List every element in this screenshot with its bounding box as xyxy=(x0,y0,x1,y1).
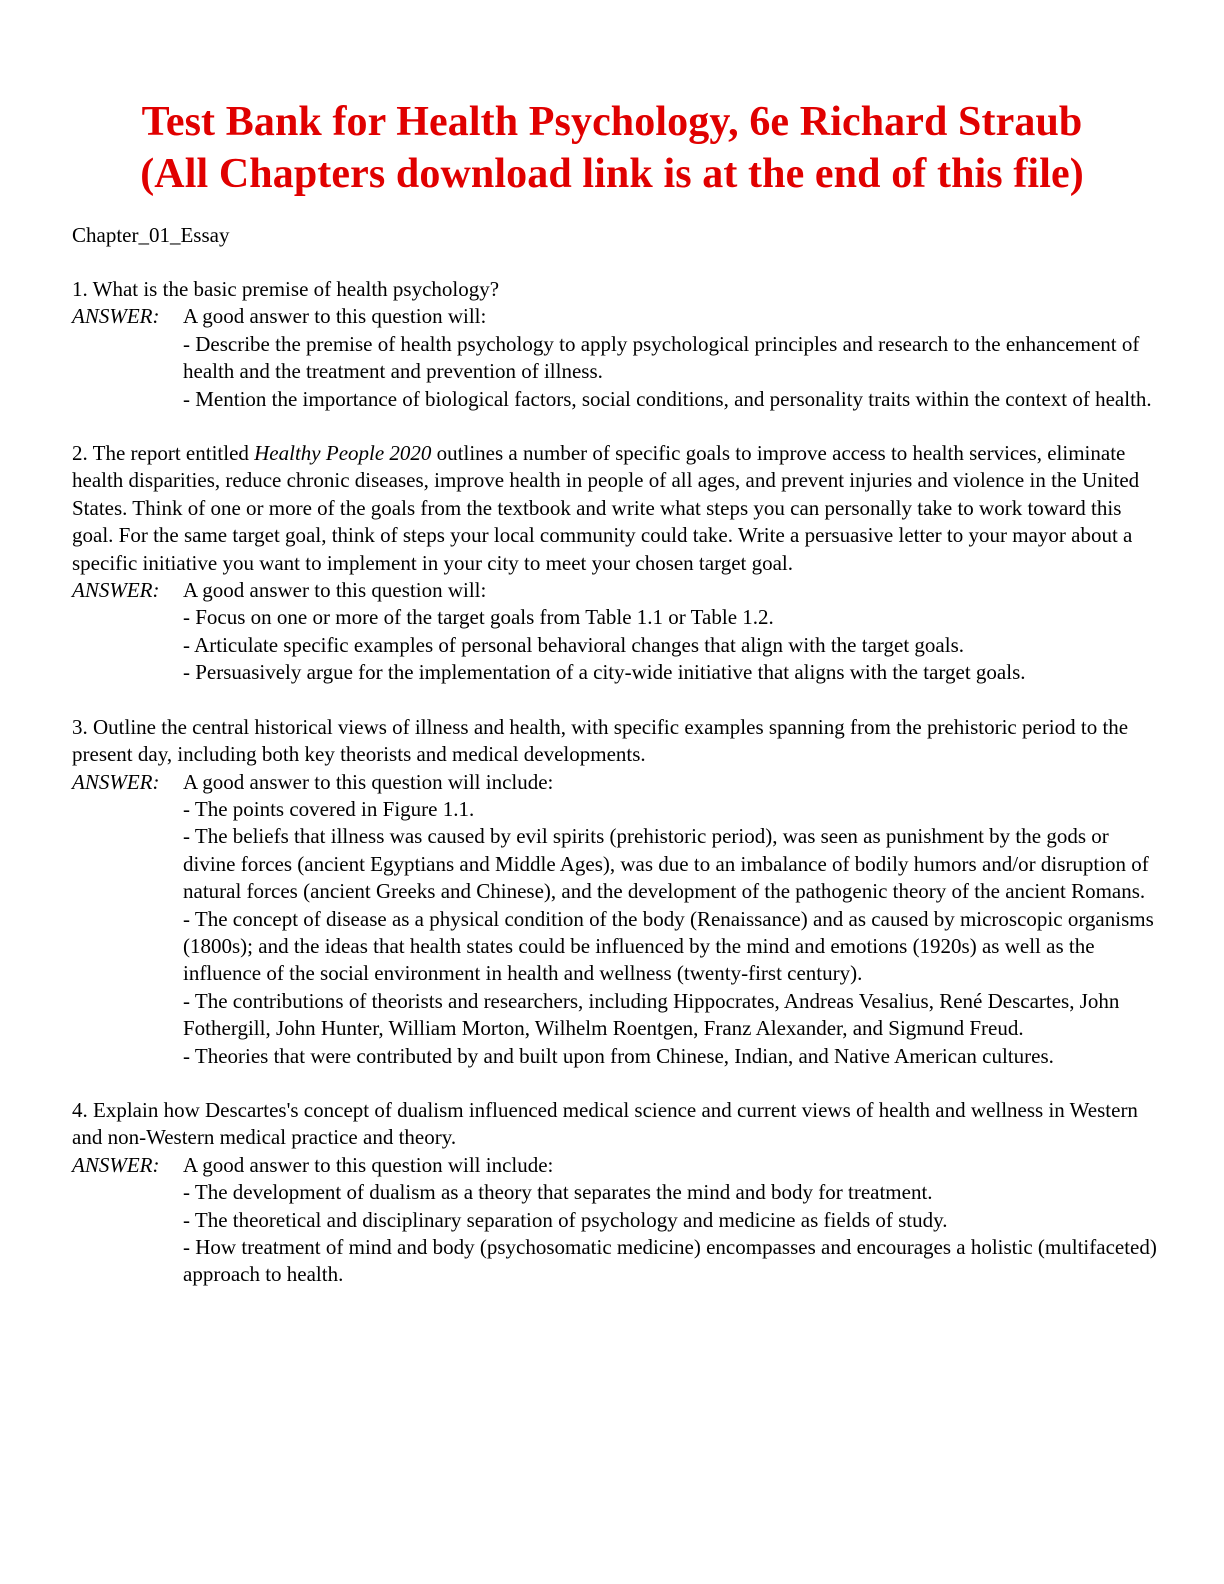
answer-bullet: - Theories that were contributed by and built upon from Chinese, Indian, and Native American cultures. xyxy=(183,1043,1054,1068)
question-1 xyxy=(72,276,1157,413)
answer-label: ANSWER: xyxy=(72,304,160,329)
answer-bullet: - The contributions of theorists and researchers, including Hippocrates, Andreas Vesalius, René Descartes, John Fothergill, John Hunter, William Morton, Wilhelm Roentgen, Franz Alexander, and Sigmund Freud. xyxy=(183,988,1120,1041)
answer-bullet: - Mention the importance of biological factors, social conditions, and personality traits within the context of health. xyxy=(183,386,1152,411)
document-page xyxy=(72,96,1157,1289)
answer-intro: A good answer to this question will: xyxy=(183,304,487,329)
question-text: 1. What is the basic premise of health psychology? xyxy=(72,277,500,301)
answer-row xyxy=(72,769,1157,796)
answer-bullet: - Persuasively argue for the implementation of a city-wide initiative that aligns with the target goals. xyxy=(183,660,1026,685)
answer-row xyxy=(72,1152,1157,1179)
answer-row xyxy=(72,303,1157,330)
answer-bullet: - Describe the premise of health psychology to apply psychological principles and research to the enhancement of health and the treatment and prevention of illness. xyxy=(183,331,1140,384)
title-line-1: Test Bank for Health Psychology, 6e Richard Straub xyxy=(141,99,1083,145)
answer-label: ANSWER: xyxy=(72,578,160,603)
answer-row xyxy=(72,577,1157,604)
answer-intro: A good answer to this question will include: xyxy=(183,1152,554,1177)
answer-bullet: - The beliefs that illness was caused by evil spirits (prehistoric period), was seen as punishment by the gods or divine forces (ancient Egyptians and Middle Ages), was due to an imbalance of bodily humors and/or disruption of natural forces (ancient Greeks and Chinese), and the development of the pathogenic theory of the ancient Romans. xyxy=(183,824,1149,904)
answer-bullets xyxy=(183,796,1157,1070)
answer-label: ANSWER: xyxy=(72,769,160,794)
question-text: 4. Explain how Descartes's concept of dualism influenced medical science and current views of health and wellness in Western and non-Western medical practice and theory. xyxy=(72,1097,1138,1150)
title-line-2: (All Chapters download link is at the end of this file) xyxy=(140,151,1084,197)
answer-intro: A good answer to this question will include: xyxy=(183,769,554,794)
report-title: Healthy People 2020 xyxy=(254,441,432,466)
answer-bullets xyxy=(183,331,1157,413)
answer-bullets xyxy=(183,604,1157,686)
answer-label: ANSWER: xyxy=(72,1152,160,1177)
question-text: 3. Outline the central historical views of illness and health, with specific examples spanning from the prehistoric period to the present day, including both key theorists and medical developments. xyxy=(72,714,1129,767)
answer-bullet: - The points covered in Figure 1.1. xyxy=(183,796,475,821)
question-text-end: outlines a number of specific goals to improve access to health services, eliminate health disparities, reduce chronic diseases, improve health in people of all ages, and prevent injuries and violence in the United States. Think of one or more of the goals from the textbook and write what steps you can personally take to work toward this goal. For the same target goal, think of steps your local community could take. Write a persuasive letter to your mayor about a specific initiative you want to implement in your city to meet your chosen target goal. xyxy=(72,441,1140,575)
question-text xyxy=(72,440,1157,577)
question-3 xyxy=(72,714,1157,1070)
question-2 xyxy=(72,440,1157,687)
question-text-start: 2. The report entitled xyxy=(72,441,255,466)
chapter-label: Chapter_01_Essay xyxy=(72,223,230,247)
document-title xyxy=(62,96,1162,200)
question-4 xyxy=(72,1097,1157,1289)
answer-bullet: - The theoretical and disciplinary separation of psychology and medicine as fields of study. xyxy=(183,1207,948,1232)
answer-bullet: - The concept of disease as a physical condition of the body (Renaissance) and as caused by microscopic organisms (1800s); and the ideas that health states could be influenced by the mind and emotions (1920s) as well as the influence of the social environment in health and wellness (twenty-first century). xyxy=(183,906,1154,986)
answer-bullet: - The development of dualism as a theory that separates the mind and body for treatment. xyxy=(183,1180,933,1205)
answer-bullet: - How treatment of mind and body (psychosomatic medicine) encompasses and encourages a holistic (multifaceted) approach to health. xyxy=(183,1235,1157,1287)
answer-intro: A good answer to this question will: xyxy=(183,578,487,603)
answer-bullets xyxy=(183,1179,1157,1289)
answer-bullet: - Focus on one or more of the target goals from Table 1.1 or Table 1.2. xyxy=(183,605,774,630)
answer-bullet: - Articulate specific examples of personal behavioral changes that align with the target goals. xyxy=(183,632,965,657)
